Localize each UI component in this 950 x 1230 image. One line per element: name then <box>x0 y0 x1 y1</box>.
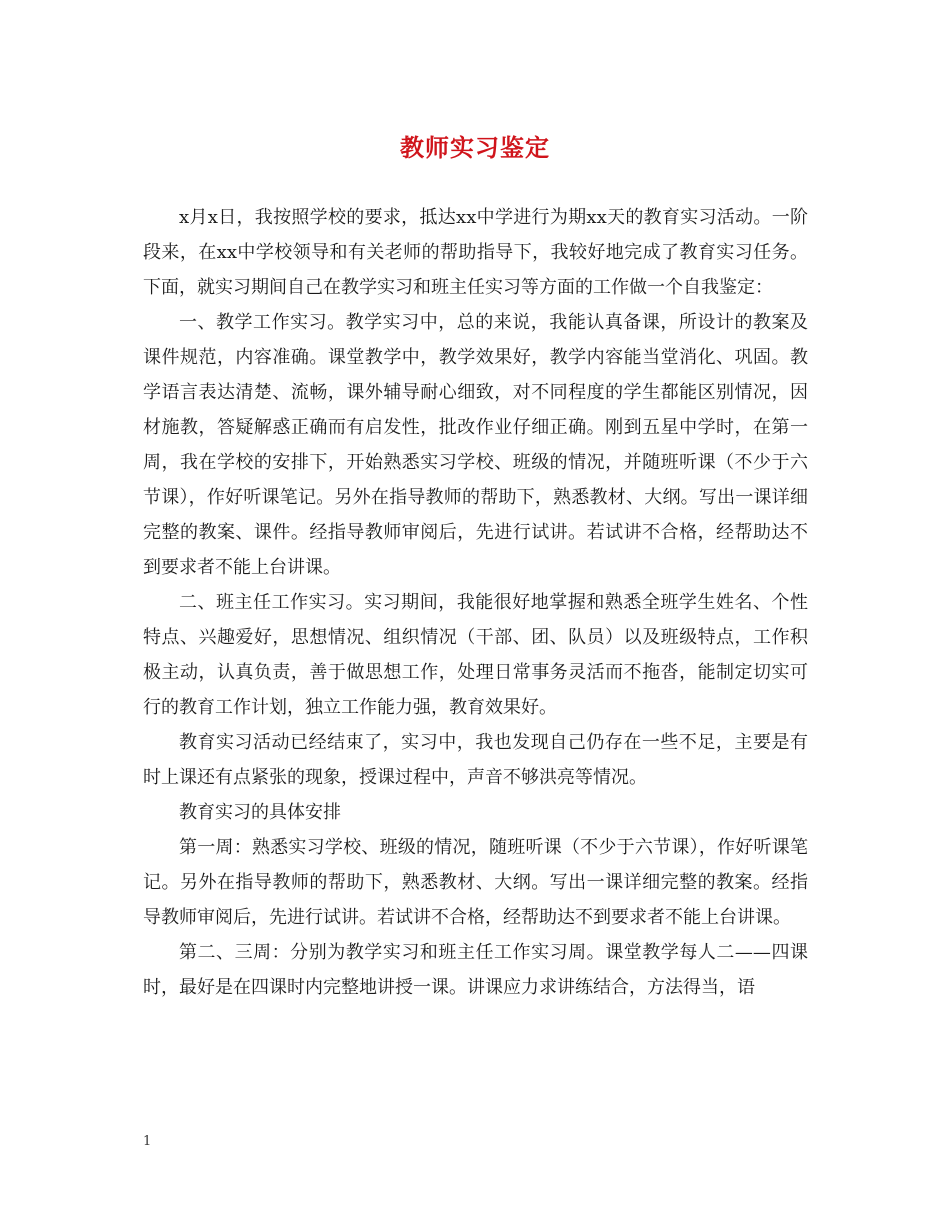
paragraph-teaching-practice: 一、教学工作实习。教学实习中，总的来说，我能认真备课，所设计的教案及课件规范，内容准确。课堂教学中，教学效果好，教学内容能当堂消化、巩固。教学语言表达清楚、流畅，课外辅导耐心细致，对不同程度的学生都能区别情况，因材施教，答疑解惑正确而有启发性，批改作业仔细正确。刚到五星中学时，在第一周，我在学校的安排下，开始熟悉实习学校、班级的情况，并随班听课（不少于六节课），作好听课笔记。另外在指导教师的帮助下，熟悉教材、大纲。写出一课详细完整的教案、课件。经指导教师审阅后，先进行试讲。若试讲不合格，经帮助达不到要求者不能上台讲课。 <box>143 312 808 578</box>
paragraph-week-one: 第一周：熟悉实习学校、班级的情况，随班听课（不少于六节课），作好听课笔记。另外在指导教师的帮助下，熟悉教材、大纲。写出一课详细完整的教案。经指导教师审阅后，先进行试讲。若试讲不合格，经帮助达不到要求者不能上台讲课。 <box>143 837 808 928</box>
paragraph-arrangement-heading: 教育实习的具体安排 <box>179 802 341 823</box>
page-number: 1 <box>143 1134 152 1149</box>
paragraph-shortcomings: 教育实习活动已经结束了，实习中，我也发现自己仍存在一些不足，主要是有时上课还有点紧张的现象，授课过程中，声音不够洪亮等情况。 <box>143 732 808 788</box>
document-title: 教师实习鉴定 <box>400 133 550 162</box>
paragraph-weeks-two-three: 第二、三周：分别为教学实习和班主任工作实习周。课堂教学每人二——四课时，最好是在四课时内完整地讲授一课。讲课应力求讲练结合，方法得当，语 <box>143 942 808 998</box>
document-body <box>143 200 808 1005</box>
paragraph-class-teacher-practice: 二、班主任工作实习。实习期间，我能很好地掌握和熟悉全班学生姓名、个性特点、兴趣爱好，思想情况、组织情况（干部、团、队员）以及班级特点，工作积极主动，认真负责，善于做思想工作，处理日常事务灵活而不拖沓，能制定切实可行的教育工作计划，独立工作能力强，教育效果好。 <box>143 592 808 718</box>
paragraph-intro: x月x日，我按照学校的要求，抵达xx中学进行为期xx天的教育实习活动。一阶段来，在xx中学校领导和有关老师的帮助指导下，我较好地完成了教育实习任务。下面，就实习期间自己在教学实习和班主任实习等方面的工作做一个自我鉴定： <box>143 207 808 298</box>
